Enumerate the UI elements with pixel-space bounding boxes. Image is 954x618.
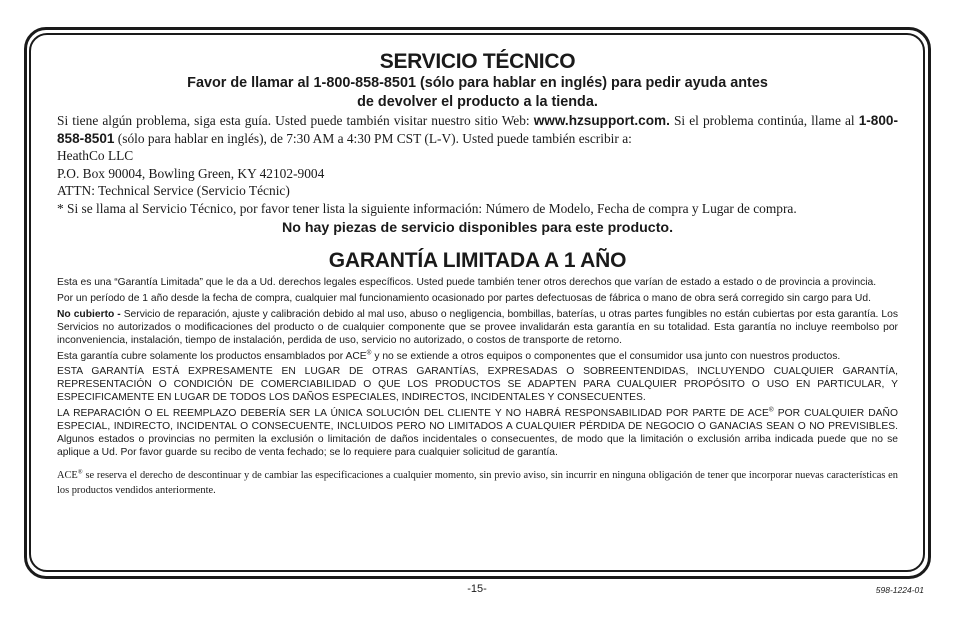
service-body-text-a: Si tiene algún problema, siga esta guía. Usted puede también visitar nuestro sitio Web: <box>57 113 534 128</box>
document-content <box>57 50 898 498</box>
address-company: HeathCo LLC <box>57 148 134 163</box>
footnote-text-a: ACE <box>57 469 78 481</box>
warranty-paragraph-1: Esta es una “Garantía Limitada” que le da a Ud. derechos legales específicos. Usted puede también tener otros derechos que varían de estado a estado o de provincia a provincia. <box>57 277 877 288</box>
registered-mark: ® <box>366 349 372 357</box>
service-website: www.hzsupport.com. <box>533 113 670 128</box>
warranty-p6-text-b: POR CUALQUIER DAÑO ESPECIAL, INDIRECTO, INCIDENTAL O CONSECUENTE, INCLUIDOS PERO NO LIMITADOS A CUALQUIER PÉRDIDA DE NEGOCIO O GANACIAS SEAN O NO PREVISIBLES. Algunos estados o provincias no permiten la exclusión o limitación de daños incidentales o consecuentes, de modo que la limitación o exclusión arriba indicada puede que no se aplique a Ud. Por favor guarde su recibo de venta fechado; se lo requiere para cualquier solicitud de garantía. <box>57 408 898 458</box>
no-parts-notice: No hay piezas de servicio disponibles para este producto. <box>281 220 674 236</box>
warranty-section <box>57 249 898 498</box>
warranty-p6-text-a: LA REPARACIÓN O EL REEMPLAZO DEBERÍA SER LA ÚNICA SOLUCIÓN DEL CLIENTE Y NO HABRÁ RESPONSABILIDAD POR PARTE DE ACE <box>57 408 769 420</box>
registered-mark: ® <box>77 468 83 476</box>
page-number: -15- <box>467 583 487 595</box>
warranty-paragraph-5: ESTA GARANTÍA ESTÁ EXPRESAMENTE EN LUGAR DE OTRAS GARANTÍAS, EXPRESADAS O SOBREENTENDIDAS, INCLUYENDO CUALQUIER GARANTÍA, REPRESENTACIÓN O CONDICIÓN DE COMERCIABILIDAD O QUE LOS PRODUCTOS SE ADAPTEN PARA CUALQUIER PROPÓSITO O USO EN PARTICULAR, Y ESPECIFICAMENTE EN LUGAR DE TODOS LOS DAÑOS ESPECIALES, INDIRECTOS, INCIDENTALES Y CONSECUENTES. <box>57 366 898 404</box>
warranty-footnote <box>57 468 898 498</box>
warranty-paragraph-2: Por un período de 1 año desde la fecha de compra, cualquier mal funcionamiento ocasionado por partes defectuosas de fábrica o mano de obra será corregido sin cargo para Ud. <box>57 292 871 304</box>
service-body-text-b: Si el problema continúa, llame al <box>669 113 859 128</box>
service-title: SERVICIO TÉCNICO <box>379 50 576 73</box>
not-covered-label: No cubierto - <box>57 308 121 320</box>
warranty-p4-text-b: y no se extiende a otros equipos o componentes que el consumidor usa junto con nuestros productos. <box>371 350 841 362</box>
warranty-paragraph-4 <box>57 351 898 364</box>
service-body <box>57 112 898 147</box>
service-body-text-c: (sólo para hablar en inglés), de 7:30 AM a 4:30 PM CST (L-V). Usted puede también escribir a: <box>114 130 632 146</box>
warranty-p4-text-a: Esta garantía cubre solamente los productos ensamblados por ACE <box>57 350 367 362</box>
warranty-paragraph-6 <box>57 408 898 460</box>
service-subtitle-line1: Favor de llamar al 1-800-858-8501 (sólo para hablar en inglés) para pedir ayuda antes <box>187 75 768 91</box>
not-covered-text: Servicio de reparación, ajuste y calibración debido al mal uso, abuso o negligencia, bombillas, baterías, u otras partes fungibles no están cubiertas por esta garantía. Los Servicios no autorizados o modificaciones del producto o de cualquier componente que se provee invalidarán esta garantía en su totalidad. Esta garantía no incluye reembolso por inconveniencia, instalación, tiempo de instalación, perdida de uso, servicio no autorizado, o costos de transporte de retorno. <box>57 308 898 346</box>
service-section <box>57 50 898 237</box>
service-subtitle-line2: de devolver el producto a la tienda. <box>357 94 598 110</box>
document-code: 598-1224-01 <box>875 585 924 595</box>
registered-mark: ® <box>768 406 774 414</box>
service-note: * Si se llama al Servicio Técnico, por favor tener lista la siguiente información: Número de Modelo, Fecha de compra y Lugar de compra. <box>57 200 797 216</box>
address-attn: ATTN: Technical Service (Servicio Técnic) <box>57 183 290 198</box>
warranty-paragraph-3 <box>57 309 898 348</box>
address-po-box: P.O. Box 90004, Bowling Green, KY 42102-9004 <box>57 165 325 181</box>
footnote-text-b: se reserva el derecho de descontinuar y de cambiar las especificaciones a cualquier momento, sin previo aviso, sin incurrir en ninguna obligación de tener que incorporar nuevas características en los productos vendidos anteriormente. <box>57 469 898 496</box>
warranty-title: GARANTÍA LIMITADA A 1 AÑO <box>328 249 627 272</box>
service-phone: 1-800-858-8501 <box>57 113 898 146</box>
